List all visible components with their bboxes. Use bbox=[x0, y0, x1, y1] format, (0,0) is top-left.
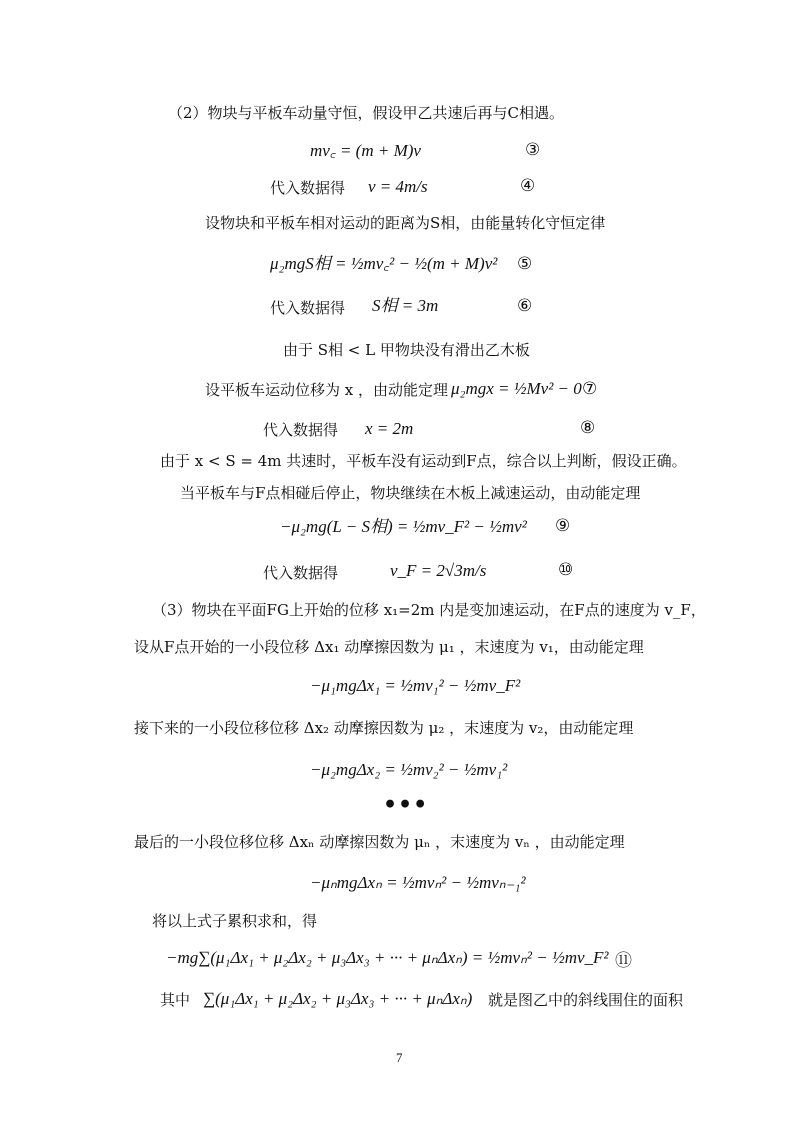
substitute-label-8: 代入数据得 bbox=[263, 421, 339, 439]
cart-displacement-line: 设平板车运动位移为 x ，由动能定理 bbox=[205, 381, 448, 399]
last-segment-line: 最后的一小段位移位移 Δxₙ 动摩擦因数为 μₙ ，末速度为 vₙ ，由动能定理 bbox=[134, 833, 625, 851]
first-segment-line: 设从F点开始的一小段位移 Δx₁ 动摩擦因数为 μ₁ ，末速度为 v₁，由动能定理 bbox=[134, 638, 644, 656]
equation-number-3: ③ bbox=[525, 140, 541, 160]
equation-7: μ₂mgx = ½Mv² − 0 bbox=[451, 379, 582, 398]
equation-segment-2: −μ₂mgΔx₂ = ½mv₂² − ½mv₁² bbox=[310, 760, 508, 779]
equation-8: x = 2m bbox=[365, 419, 414, 438]
part3-intro: （3）物块在平面FG上开始的位移 x₁=2m 内是变加速运动，在F点的速度为 v_F， bbox=[152, 601, 706, 619]
equation-3: mv꜀ = (m + M)v bbox=[310, 141, 421, 160]
energy-conservation-line: 设物块和平板车相对运动的距离为S相，由能量转化守恒定律 bbox=[205, 214, 606, 232]
equation-number-5: ⑤ bbox=[517, 254, 533, 274]
sum-intro-line: 将以上式子累积求和，得 bbox=[152, 912, 318, 930]
part2-intro: （2）物块与平板车动量守恒，假设甲乙共速后再与C相遇。 bbox=[168, 104, 565, 122]
equation-segment-n: −μₙmgΔxₙ = ½mvₙ² − ½mvₙ₋₁² bbox=[310, 873, 526, 892]
where-label: 其中 bbox=[160, 991, 191, 1009]
equation-5: μ₂mgS相 = ½mv꜀² − ½(m + M)v² bbox=[270, 254, 498, 273]
equation-number-10: ⑩ bbox=[558, 560, 574, 580]
substitute-label-4: 代入数据得 bbox=[270, 179, 346, 197]
no-slide-conclusion: 由于 S相 < L 甲物块没有滑出乙木板 bbox=[283, 341, 530, 359]
equation-number-6: ⑥ bbox=[517, 296, 533, 316]
page-number: 7 bbox=[396, 1050, 403, 1065]
equation-segment-1: −μ₁mgΔx₁ = ½mv₁² − ½mv_F² bbox=[310, 676, 521, 695]
equation-10: v_F = 2√3m/s bbox=[390, 561, 487, 580]
equation-9: −μ₂mg(L − S相) = ½mv_F² − ½mv² bbox=[280, 517, 527, 536]
collision-line: 当平板车与F点相碰后停止，物块继续在木板上减速运动，由动能定理 bbox=[180, 484, 641, 502]
continuation-dots: ••• bbox=[383, 792, 429, 818]
equation-number-9: ⑨ bbox=[555, 516, 571, 536]
equation-number-7: ⑦ bbox=[582, 379, 598, 399]
area-explanation: 就是图乙中的斜线围住的面积 bbox=[488, 991, 684, 1009]
second-segment-line: 接下来的一小段位移位移 Δx₂ 动摩擦因数为 μ₂ ，末速度为 v₂，由动能定理 bbox=[134, 719, 634, 737]
equation-number-4: ④ bbox=[520, 176, 536, 196]
assumption-verified-line: 由于 x < S = 4m 共速时，平板车没有运动到F点，综合以上判断，假设正确。 bbox=[160, 452, 687, 470]
equation-4: v = 4m/s bbox=[368, 177, 428, 196]
substitute-label-6: 代入数据得 bbox=[270, 299, 346, 317]
area-sum-expression: ∑(μ₁Δx₁ + μ₂Δx₂ + μ₃Δx₃ + ··· + μₙΔxₙ) bbox=[203, 989, 473, 1008]
equation-6: S相 = 3m bbox=[372, 296, 439, 315]
equation-number-11: ⑪ bbox=[615, 951, 632, 971]
equation-number-8: ⑧ bbox=[580, 418, 596, 438]
equation-11: −mg∑(μ₁Δx₁ + μ₂Δx₂ + μ₃Δx₃ + ··· + μₙΔxₙ) = ½mvₙ² − ½mv_F² bbox=[166, 948, 609, 967]
substitute-label-10: 代入数据得 bbox=[263, 564, 339, 582]
